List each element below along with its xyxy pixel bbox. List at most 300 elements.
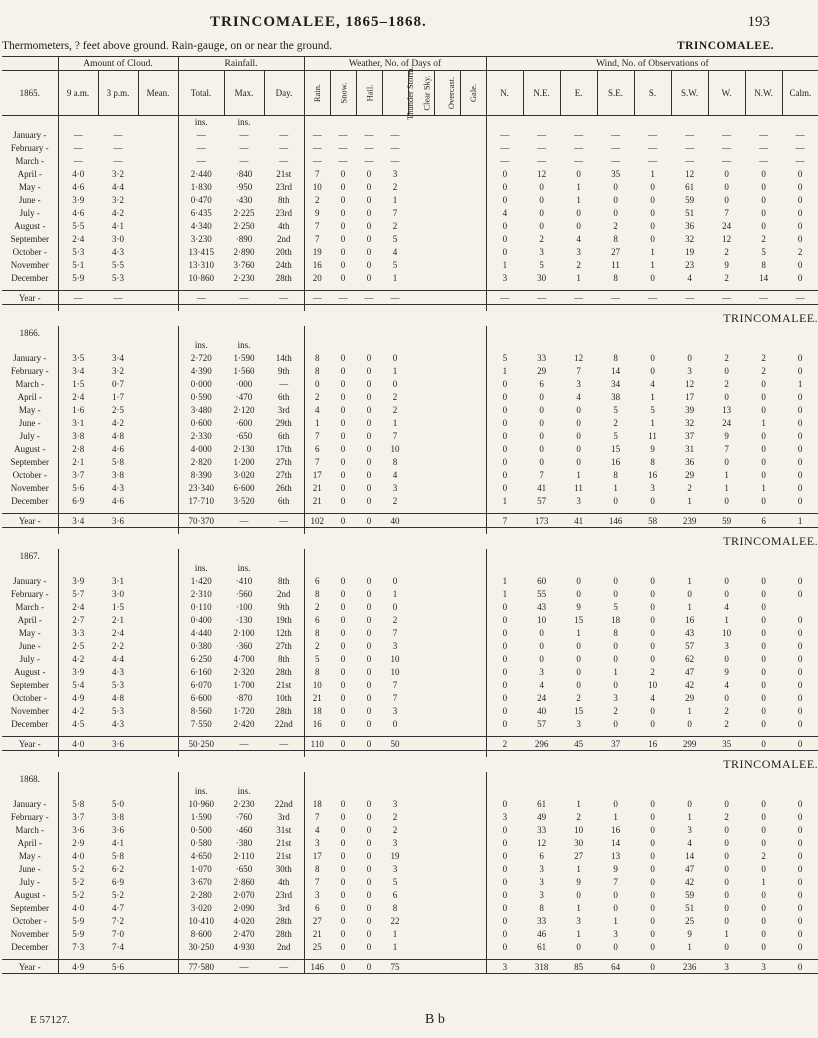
spacer-cell bbox=[782, 116, 818, 129]
table-cell: 0 bbox=[340, 928, 346, 939]
table-cell: — bbox=[648, 129, 658, 140]
table-row bbox=[2, 927, 818, 940]
table-cell: 0 bbox=[366, 601, 372, 612]
table-cell bbox=[408, 403, 434, 416]
table-cell: 0 bbox=[761, 666, 766, 677]
spacer-cell bbox=[434, 562, 460, 574]
table-cell bbox=[460, 514, 486, 528]
spacer-cell bbox=[560, 326, 597, 339]
table-cell: 5 bbox=[613, 601, 618, 612]
units-label: ins. bbox=[237, 340, 251, 350]
table-cell: 8 bbox=[761, 259, 766, 270]
table-cell: 3 bbox=[576, 378, 581, 389]
table-cell bbox=[408, 678, 434, 691]
spacer-cell bbox=[782, 772, 818, 785]
table-cell: 0 bbox=[486, 245, 523, 258]
spacer-cell bbox=[671, 772, 708, 785]
table-cell bbox=[460, 180, 486, 193]
spacer-cell bbox=[304, 116, 330, 129]
spacer-cell bbox=[523, 326, 560, 339]
table-cell: 0 bbox=[392, 378, 398, 389]
table-cell: 1 bbox=[687, 601, 692, 612]
table-cell: 2·720 bbox=[178, 351, 224, 364]
table-cell: 0 bbox=[576, 588, 581, 599]
table-cell bbox=[434, 862, 460, 875]
table-cell: 3 bbox=[304, 836, 330, 849]
table-cell: — bbox=[338, 129, 348, 140]
table-cell: 0 bbox=[724, 863, 729, 874]
table-cell: — bbox=[537, 142, 547, 153]
table-cell: 4 bbox=[304, 403, 330, 416]
table-cell: 0 bbox=[366, 220, 372, 231]
col-total: Total. bbox=[178, 71, 224, 116]
spacer-cell bbox=[460, 772, 486, 785]
table-row bbox=[2, 717, 818, 730]
table-cell: 0 bbox=[486, 600, 523, 613]
table-cell: 7 bbox=[304, 167, 330, 180]
table-cell: 24 bbox=[722, 417, 732, 428]
units-label: ins. bbox=[178, 562, 224, 574]
table-cell: — bbox=[759, 142, 769, 153]
table-cell: 0 bbox=[366, 627, 372, 638]
table-cell: 0 bbox=[797, 272, 803, 283]
table-cell: 0 bbox=[797, 850, 803, 861]
table-cell bbox=[460, 429, 486, 442]
table-cell: 0 bbox=[724, 653, 729, 664]
table-cell: 8·390 bbox=[178, 468, 224, 481]
table-cell: 0 bbox=[366, 246, 372, 257]
table-cell: 4·440 bbox=[178, 626, 224, 639]
table-cell: 2nd bbox=[277, 588, 291, 599]
table-cell: 5·3 bbox=[112, 272, 124, 283]
table-cell bbox=[434, 377, 460, 390]
table-cell bbox=[460, 960, 486, 974]
table-cell bbox=[138, 219, 178, 232]
table-cell: 9 bbox=[687, 928, 692, 939]
spacer-cell bbox=[708, 772, 745, 785]
table-cell bbox=[408, 665, 434, 678]
table-cell: 0 bbox=[650, 850, 655, 861]
table-cell: 1 bbox=[613, 915, 618, 926]
table-cell: 0 bbox=[650, 220, 655, 231]
table-cell: 21 bbox=[304, 494, 330, 507]
table-cell: — bbox=[648, 155, 658, 166]
table-cell: 24 bbox=[537, 692, 547, 703]
table-cell: — bbox=[523, 291, 560, 305]
spacer-cell bbox=[58, 562, 98, 574]
table-cell: 21 bbox=[304, 691, 330, 704]
table-cell bbox=[408, 862, 434, 875]
table-cell: 19 bbox=[390, 850, 400, 861]
spacer-cell bbox=[178, 549, 224, 562]
table-cell: 0 bbox=[366, 915, 372, 926]
table-cell: 50 bbox=[382, 737, 408, 751]
table-cell: 1·560 bbox=[233, 365, 255, 376]
table-cell: 13·310 bbox=[178, 258, 224, 271]
table-cell: 0 bbox=[797, 404, 803, 415]
table-cell: 1 bbox=[392, 365, 398, 376]
table-cell bbox=[138, 364, 178, 377]
table-cell: 0 bbox=[486, 390, 523, 403]
table-cell: 3 bbox=[576, 915, 581, 926]
spacer-cell bbox=[408, 549, 434, 562]
table-cell: 3·020 bbox=[178, 901, 224, 914]
table-cell: 21st bbox=[276, 837, 292, 848]
table-cell bbox=[434, 940, 460, 953]
table-cell: 28th bbox=[275, 272, 292, 283]
table-cell: 6·435 bbox=[178, 206, 224, 219]
table-cell: 8 bbox=[539, 902, 544, 913]
table-cell: 10·410 bbox=[178, 914, 224, 927]
table-cell: 0 bbox=[340, 259, 346, 270]
table-cell bbox=[460, 403, 486, 416]
table-cell: 17 bbox=[304, 468, 330, 481]
table-cell: — bbox=[382, 291, 408, 305]
table-cell: 2 bbox=[304, 390, 330, 403]
table-cell: — bbox=[264, 737, 304, 751]
table-cell: 3 bbox=[392, 482, 398, 493]
table-cell: 0 bbox=[797, 220, 803, 231]
table-cell bbox=[408, 587, 434, 600]
spacer-cell bbox=[98, 339, 138, 351]
table-cell: 7 bbox=[304, 810, 330, 823]
table-cell: 15 bbox=[574, 614, 584, 625]
table-cell: 0 bbox=[486, 193, 523, 206]
table-cell: 9th bbox=[277, 601, 290, 612]
table-cell: — bbox=[364, 129, 374, 140]
table-cell: 0 bbox=[486, 875, 523, 888]
table-cell: 5·8 bbox=[112, 456, 124, 467]
table-cell: ·000 bbox=[235, 378, 253, 389]
table-cell: 13 bbox=[611, 850, 621, 861]
table-cell: 6 bbox=[539, 850, 544, 861]
table-cell bbox=[434, 514, 460, 528]
table-cell: 1 bbox=[576, 863, 581, 874]
table-cell: ·870 bbox=[235, 692, 253, 703]
col-snow bbox=[330, 71, 356, 116]
table-cell: — bbox=[486, 154, 523, 167]
table-cell bbox=[138, 849, 178, 862]
table-cell: 4 bbox=[724, 679, 729, 690]
table-cell: 13·415 bbox=[178, 245, 224, 258]
table-cell: 5 bbox=[486, 351, 523, 364]
table-cell: 2nd bbox=[277, 941, 291, 952]
table-cell: 0 bbox=[687, 718, 692, 729]
table-cell: 0 bbox=[650, 495, 655, 506]
table-cell: 146 bbox=[304, 960, 330, 974]
table-cell: 19 bbox=[304, 245, 330, 258]
table-cell: 34 bbox=[611, 378, 621, 389]
table-cell bbox=[408, 888, 434, 901]
table-cell: 0 bbox=[366, 575, 372, 586]
table-cell: 1·700 bbox=[233, 679, 255, 690]
table-cell: 0 bbox=[650, 824, 655, 835]
table-cell: 27th bbox=[275, 469, 292, 480]
table-cell: 299 bbox=[671, 737, 708, 751]
table-cell: 0 bbox=[687, 798, 692, 809]
table-cell: 2·100 bbox=[233, 627, 255, 638]
table-cell: 0 bbox=[576, 889, 581, 900]
table-cell: 3·230 bbox=[178, 232, 224, 245]
table-cell: 8 bbox=[613, 272, 618, 283]
table-cell: 0 bbox=[761, 928, 766, 939]
table-cell: 0 bbox=[576, 443, 581, 454]
table-cell: 3·020 bbox=[233, 469, 255, 480]
table-cell: 0 bbox=[797, 456, 803, 467]
table-cell: 0 bbox=[576, 679, 581, 690]
table-cell: — bbox=[364, 155, 374, 166]
table-cell: 85 bbox=[560, 960, 597, 974]
spacer-cell bbox=[330, 785, 356, 797]
table-cell bbox=[434, 613, 460, 626]
table-cell: — bbox=[560, 291, 597, 305]
table-cell: 5·2 bbox=[58, 888, 98, 901]
table-cell: 0 bbox=[650, 601, 655, 612]
wind-group-header: Wind, No. of Observations of bbox=[486, 57, 818, 71]
section-station-title: TRINCOMALEE. bbox=[723, 757, 818, 771]
row-label: June - bbox=[18, 863, 41, 874]
table-cell: 2·4 bbox=[58, 390, 98, 403]
table-cell: 2 bbox=[576, 811, 581, 822]
table-cell: 0 bbox=[366, 181, 372, 192]
table-cell: 61 bbox=[537, 941, 547, 952]
table-cell: 10 bbox=[722, 627, 732, 638]
table-cell bbox=[408, 271, 434, 284]
table-row bbox=[2, 810, 818, 823]
table-cell: 0 bbox=[340, 495, 346, 506]
table-cell: 12 bbox=[537, 168, 547, 179]
table-cell bbox=[138, 914, 178, 927]
observations-table bbox=[2, 56, 818, 974]
table-cell: 33 bbox=[537, 824, 547, 835]
table-row bbox=[2, 481, 818, 494]
table-cell: 239 bbox=[671, 514, 708, 528]
table-cell: 4 bbox=[650, 692, 655, 703]
page-footer bbox=[30, 1012, 770, 1030]
table-cell: — bbox=[304, 128, 330, 141]
table-cell: 6·160 bbox=[178, 665, 224, 678]
table-cell: ·360 bbox=[235, 640, 253, 651]
table-cell bbox=[434, 403, 460, 416]
table-cell: 3·6 bbox=[58, 823, 98, 836]
table-cell: 0 bbox=[687, 352, 692, 363]
table-row bbox=[2, 258, 818, 271]
table-cell: 20th bbox=[275, 246, 292, 257]
spacer-cell bbox=[708, 116, 745, 129]
table-cell: — bbox=[795, 155, 805, 166]
table-cell: 8·560 bbox=[178, 704, 224, 717]
table-cell: 19 bbox=[685, 246, 695, 257]
table-cell: 59 bbox=[685, 889, 695, 900]
table-cell: 0 bbox=[366, 876, 372, 887]
units-label: ins. bbox=[178, 116, 224, 129]
table-cell: 1 bbox=[724, 928, 729, 939]
table-cell bbox=[434, 652, 460, 665]
table-cell: 4·8 bbox=[112, 692, 124, 703]
table-cell: 0 bbox=[797, 207, 803, 218]
units-row bbox=[2, 339, 818, 351]
table-cell: 0 bbox=[724, 876, 729, 887]
table-cell: 1 bbox=[304, 416, 330, 429]
table-cell: 0 bbox=[797, 430, 803, 441]
table-cell: 18 bbox=[304, 704, 330, 717]
table-row bbox=[2, 626, 818, 639]
row-label: April - bbox=[17, 168, 42, 179]
table-cell bbox=[408, 810, 434, 823]
table-cell: 0 bbox=[797, 627, 803, 638]
table-cell: 4 bbox=[650, 378, 655, 389]
table-cell: 0 bbox=[650, 272, 655, 283]
table-cell: 1 bbox=[687, 495, 692, 506]
table-cell: 4th bbox=[277, 220, 290, 231]
table-cell bbox=[138, 232, 178, 245]
table-cell: 3rd bbox=[277, 404, 290, 415]
table-cell: 3 bbox=[576, 718, 581, 729]
table-cell bbox=[408, 652, 434, 665]
table-cell: — bbox=[224, 291, 264, 305]
table-cell: 0 bbox=[761, 575, 766, 586]
table-cell: 0 bbox=[392, 352, 398, 363]
table-cell bbox=[138, 206, 178, 219]
table-cell: 0 bbox=[366, 941, 372, 952]
row-label: January - bbox=[13, 575, 47, 586]
table-cell: 1 bbox=[392, 417, 398, 428]
table-cell: 0 bbox=[650, 653, 655, 664]
table-cell: 0 bbox=[576, 207, 581, 218]
table-cell: 1·6 bbox=[58, 403, 98, 416]
table-cell: 4 bbox=[687, 272, 692, 283]
table-cell: 0 bbox=[366, 889, 372, 900]
spacer-cell bbox=[460, 339, 486, 351]
table-cell: 1 bbox=[613, 666, 618, 677]
table-cell bbox=[434, 704, 460, 717]
table-cell: 4·020 bbox=[233, 915, 255, 926]
spacer-cell bbox=[356, 549, 382, 562]
section-title-row bbox=[2, 534, 818, 549]
table-cell: — bbox=[264, 960, 304, 974]
row-label: March - bbox=[15, 601, 45, 612]
table-cell: 40 bbox=[537, 705, 547, 716]
table-cell bbox=[138, 468, 178, 481]
table-cell: 4 bbox=[687, 837, 692, 848]
table-cell: 0 bbox=[761, 692, 766, 703]
table-cell bbox=[138, 940, 178, 953]
table-row bbox=[2, 141, 818, 154]
table-row bbox=[2, 455, 818, 468]
table-cell: — bbox=[113, 155, 123, 166]
table-cell bbox=[408, 377, 434, 390]
spacer-cell bbox=[98, 326, 138, 339]
table-cell bbox=[434, 481, 460, 494]
units-row bbox=[2, 785, 818, 797]
spacer-cell bbox=[634, 116, 671, 129]
table-cell: 5 bbox=[650, 404, 655, 415]
row-label: October - bbox=[12, 915, 47, 926]
table-row bbox=[2, 128, 818, 141]
table-cell: 0 bbox=[761, 469, 766, 480]
table-cell: 4·7 bbox=[112, 902, 124, 913]
table-cell: 7·2 bbox=[112, 915, 124, 926]
table-cell: 31st bbox=[276, 824, 292, 835]
spacer-cell bbox=[523, 562, 560, 574]
table-cell: 0 bbox=[486, 940, 523, 953]
table-cell: 1 bbox=[687, 575, 692, 586]
table-cell: 43 bbox=[537, 601, 547, 612]
table-cell: 0 bbox=[392, 601, 398, 612]
spacer-cell bbox=[138, 549, 178, 562]
table-cell: 15 bbox=[611, 443, 621, 454]
table-cell: — bbox=[304, 154, 330, 167]
table-cell: 0 bbox=[761, 220, 766, 231]
table-cell: 1·420 bbox=[178, 574, 224, 587]
table-cell: 14 bbox=[611, 837, 621, 848]
row-label: September bbox=[10, 679, 49, 690]
table-cell: 10·860 bbox=[178, 271, 224, 284]
table-cell: 0 bbox=[761, 889, 766, 900]
table-cell: 37 bbox=[685, 430, 695, 441]
table-cell: 0 bbox=[340, 889, 346, 900]
table-cell: — bbox=[782, 291, 818, 305]
table-row bbox=[2, 167, 818, 180]
table-cell bbox=[408, 691, 434, 704]
table-cell: — bbox=[795, 142, 805, 153]
table-cell bbox=[434, 737, 460, 751]
table-cell bbox=[408, 626, 434, 639]
table-cell: 70·370 bbox=[178, 514, 224, 528]
row-label: December bbox=[11, 495, 49, 506]
table-cell bbox=[460, 574, 486, 587]
table-cell: 1 bbox=[576, 798, 581, 809]
table-cell: 0 bbox=[724, 194, 729, 205]
table-cell bbox=[434, 587, 460, 600]
row-label: August - bbox=[14, 666, 46, 677]
table-cell: 1 bbox=[650, 246, 655, 257]
table-cell: 0 bbox=[650, 352, 655, 363]
table-cell bbox=[408, 836, 434, 849]
table-cell: 0 bbox=[366, 666, 372, 677]
table-cell: 9 bbox=[724, 430, 729, 441]
table-cell: 6 bbox=[304, 613, 330, 626]
table-cell: 3·670 bbox=[178, 875, 224, 888]
table-cell bbox=[460, 652, 486, 665]
table-cell: 3 bbox=[708, 960, 745, 974]
table-row bbox=[2, 797, 818, 810]
table-cell: 17 bbox=[304, 849, 330, 862]
table-cell: 1 bbox=[576, 272, 581, 283]
spacer-cell bbox=[560, 549, 597, 562]
table-cell bbox=[434, 626, 460, 639]
table-cell: 2 bbox=[761, 352, 766, 363]
row-label: May - bbox=[18, 404, 41, 415]
spacer-cell bbox=[408, 339, 434, 351]
table-cell: — bbox=[390, 129, 400, 140]
table-cell: 7 bbox=[392, 207, 398, 218]
table-cell bbox=[460, 927, 486, 940]
table-cell: 5 bbox=[304, 652, 330, 665]
table-cell: 0 bbox=[650, 575, 655, 586]
table-cell: 3·6 bbox=[98, 737, 138, 751]
section-station-title: TRINCOMALEE. bbox=[723, 311, 818, 325]
table-cell: 0 bbox=[486, 888, 523, 901]
table-cell: 2 bbox=[613, 705, 618, 716]
col-rain bbox=[304, 71, 330, 116]
spacer-cell bbox=[408, 562, 434, 574]
table-cell: — bbox=[330, 291, 356, 305]
table-cell: 3 bbox=[392, 640, 398, 651]
table-cell: 0 bbox=[486, 717, 523, 730]
table-cell: 8 bbox=[304, 665, 330, 678]
row-label: November bbox=[10, 705, 49, 716]
